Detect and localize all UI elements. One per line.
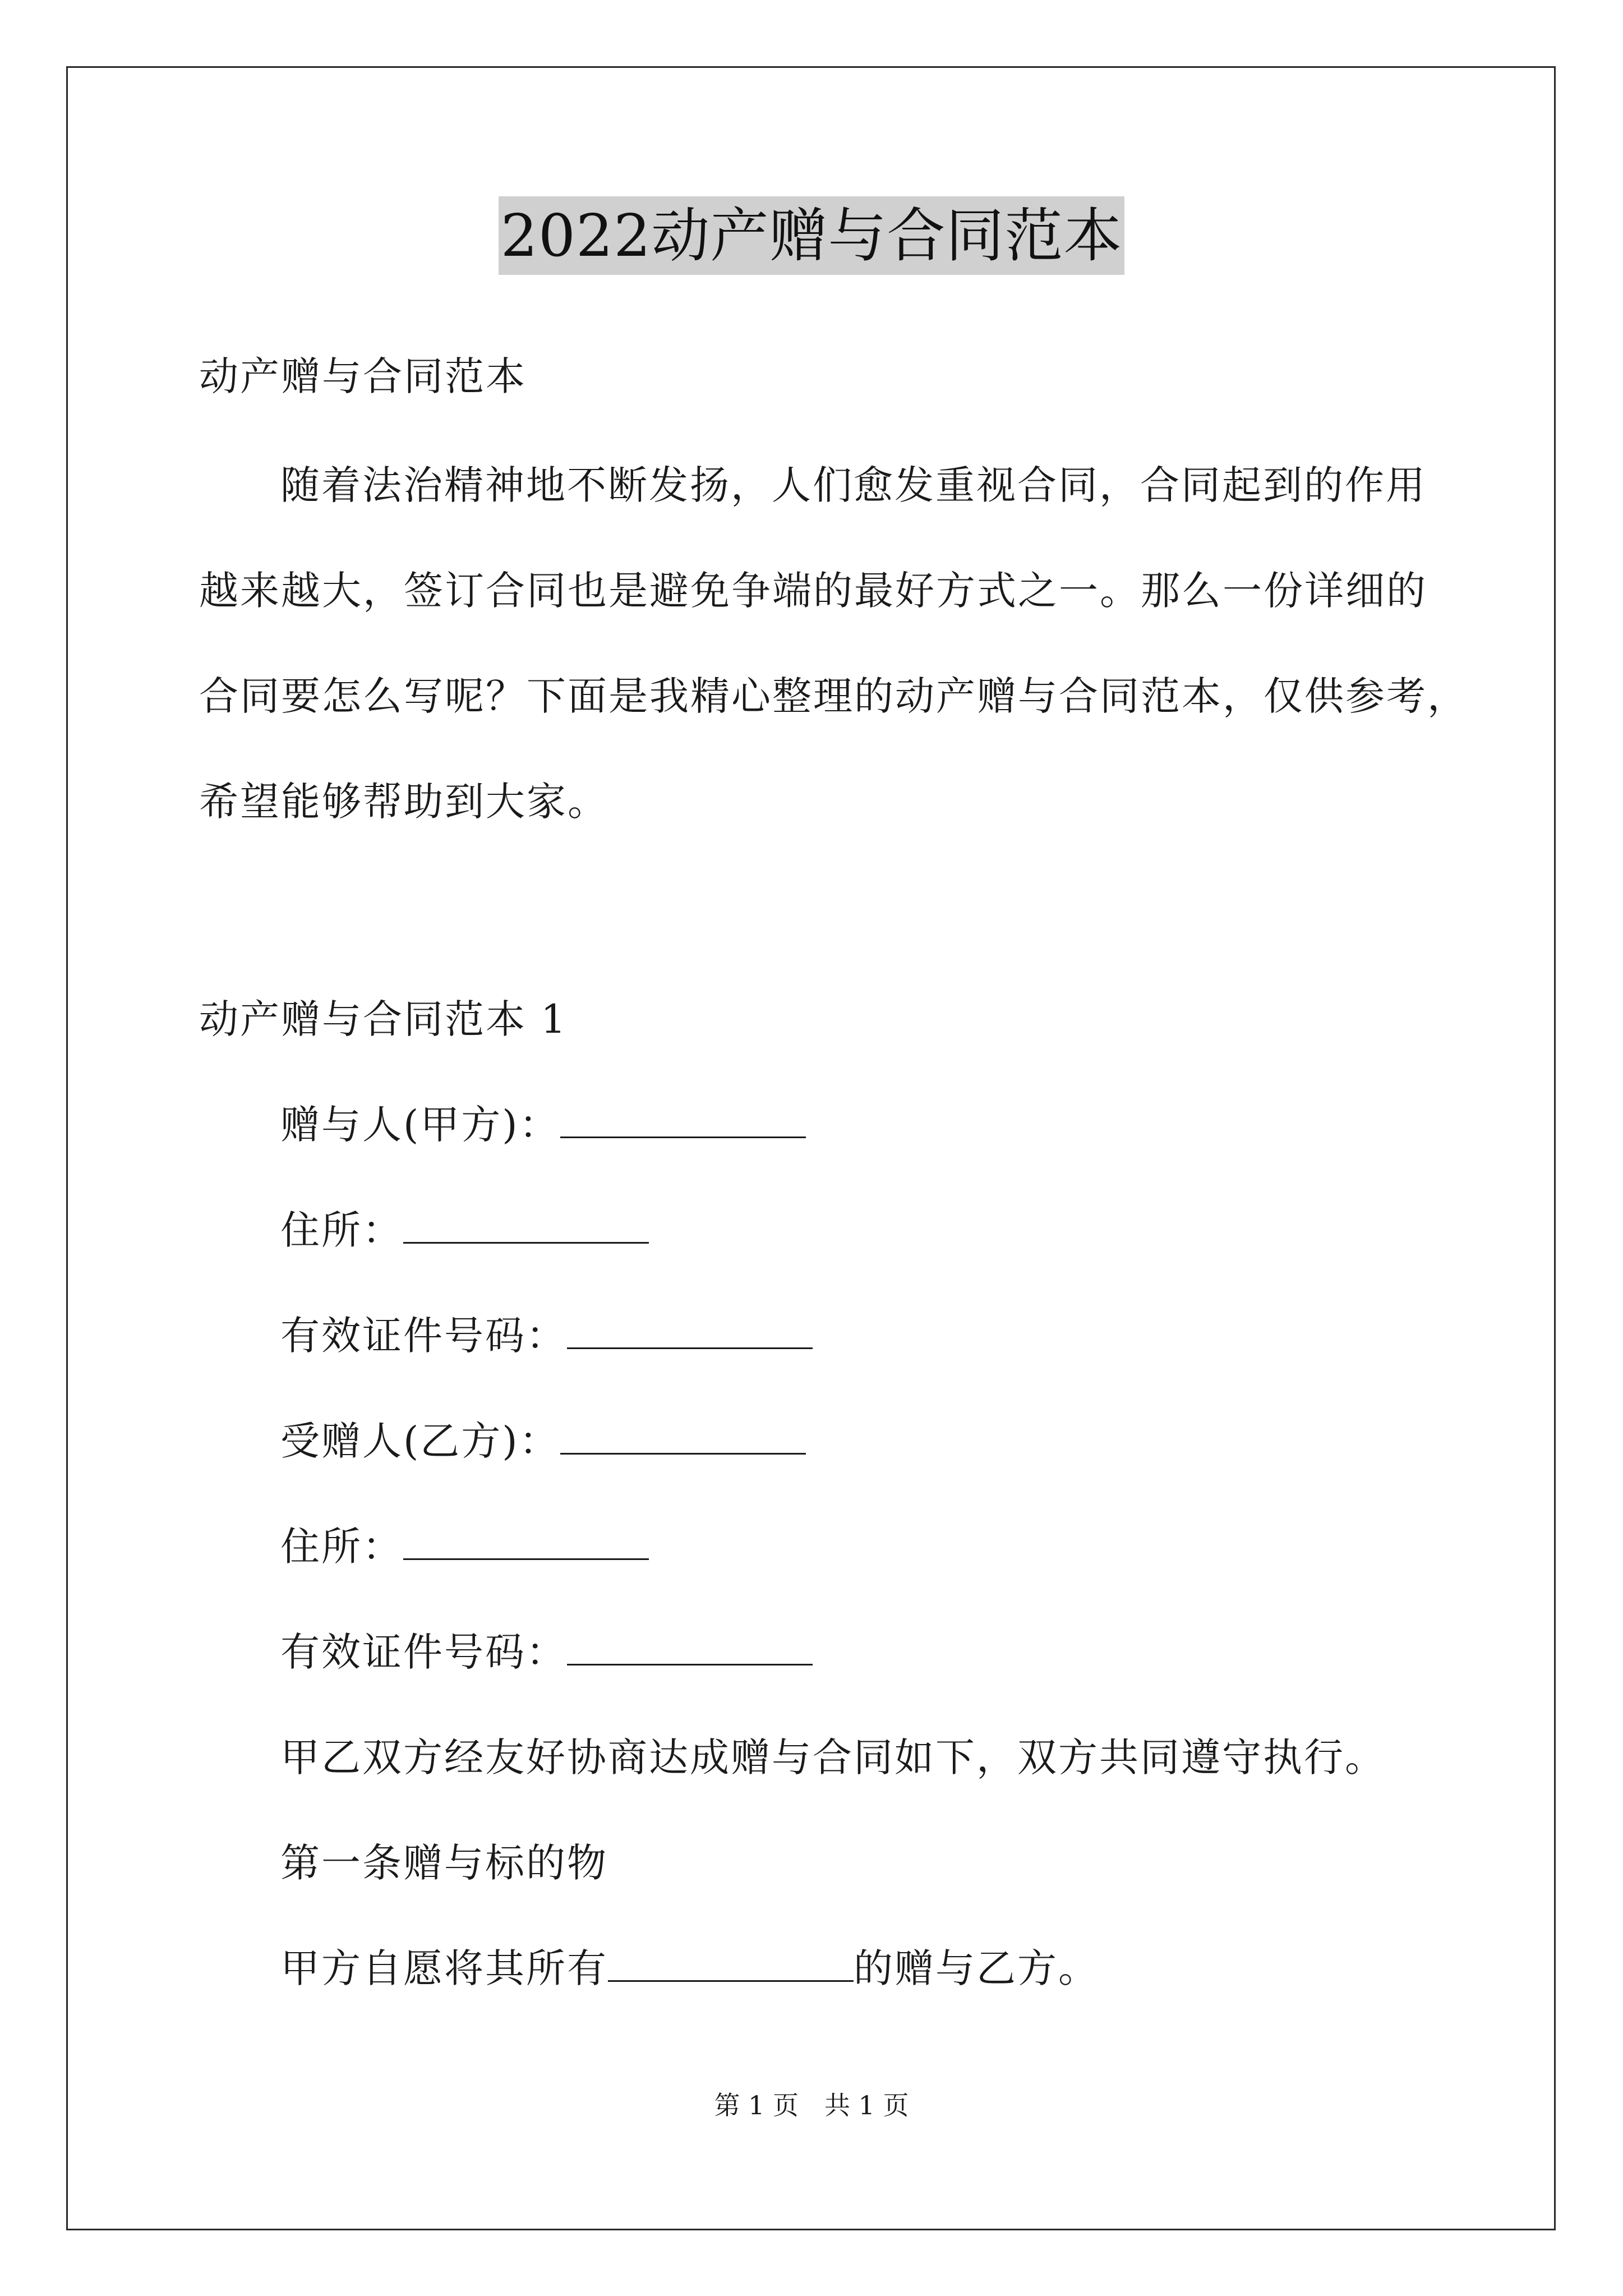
field-donee-id xyxy=(280,1627,813,1677)
fill-blank xyxy=(403,1207,649,1244)
field-label: 受赠人(乙方)： xyxy=(280,1418,560,1464)
field-donor-address xyxy=(280,1205,649,1255)
field-label: 住所： xyxy=(280,1207,403,1253)
field-donee xyxy=(280,1416,806,1466)
field-label: 赠与人(甲方)： xyxy=(280,1102,560,1148)
article-1-heading: 第一条赠与标的物 xyxy=(280,1840,608,1886)
document-title: 2022动产赠与合同范本 xyxy=(499,196,1125,275)
intro-line-1: 随着法治精神地不断发扬，人们愈发重视合同，合同起到的作用 xyxy=(280,462,1427,508)
fill-blank xyxy=(403,1524,649,1560)
agreement-line: 甲乙双方经友好协商达成赠与合同如下，双方共同遵守执行。 xyxy=(280,1734,1386,1780)
field-label: 住所： xyxy=(280,1524,403,1570)
intro-line-3: 合同要怎么写呢？下面是我精心整理的动产赠与合同范本，仅供参考， xyxy=(199,673,1468,719)
subtitle: 动产赠与合同范本 xyxy=(199,353,527,399)
article-1-text xyxy=(280,1943,1099,1994)
field-donor-id xyxy=(280,1310,813,1361)
field-label: 有效证件号码： xyxy=(280,1313,567,1359)
page-footer: 第 1 页 共 1 页 xyxy=(714,2090,909,2120)
article-1-text-before: 甲方自愿将其所有 xyxy=(280,1945,608,1991)
title-container xyxy=(0,196,1623,275)
field-label: 有效证件号码： xyxy=(280,1629,567,1675)
fill-blank xyxy=(567,1313,813,1349)
field-donor xyxy=(280,1099,806,1150)
intro-line-2: 越来越大，签订合同也是避免争端的最好方式之一。那么一份详细的 xyxy=(199,568,1427,614)
intro-line-4: 希望能够帮助到大家。 xyxy=(199,779,608,825)
article-1-text-after: 的赠与乙方。 xyxy=(854,1945,1099,1991)
fill-blank xyxy=(567,1629,813,1665)
fill-blank xyxy=(560,1102,806,1138)
field-donee-address xyxy=(280,1521,649,1572)
section-heading: 动产赠与合同范本 1 xyxy=(199,996,568,1042)
fill-blank xyxy=(608,1945,854,1982)
fill-blank xyxy=(560,1418,806,1455)
